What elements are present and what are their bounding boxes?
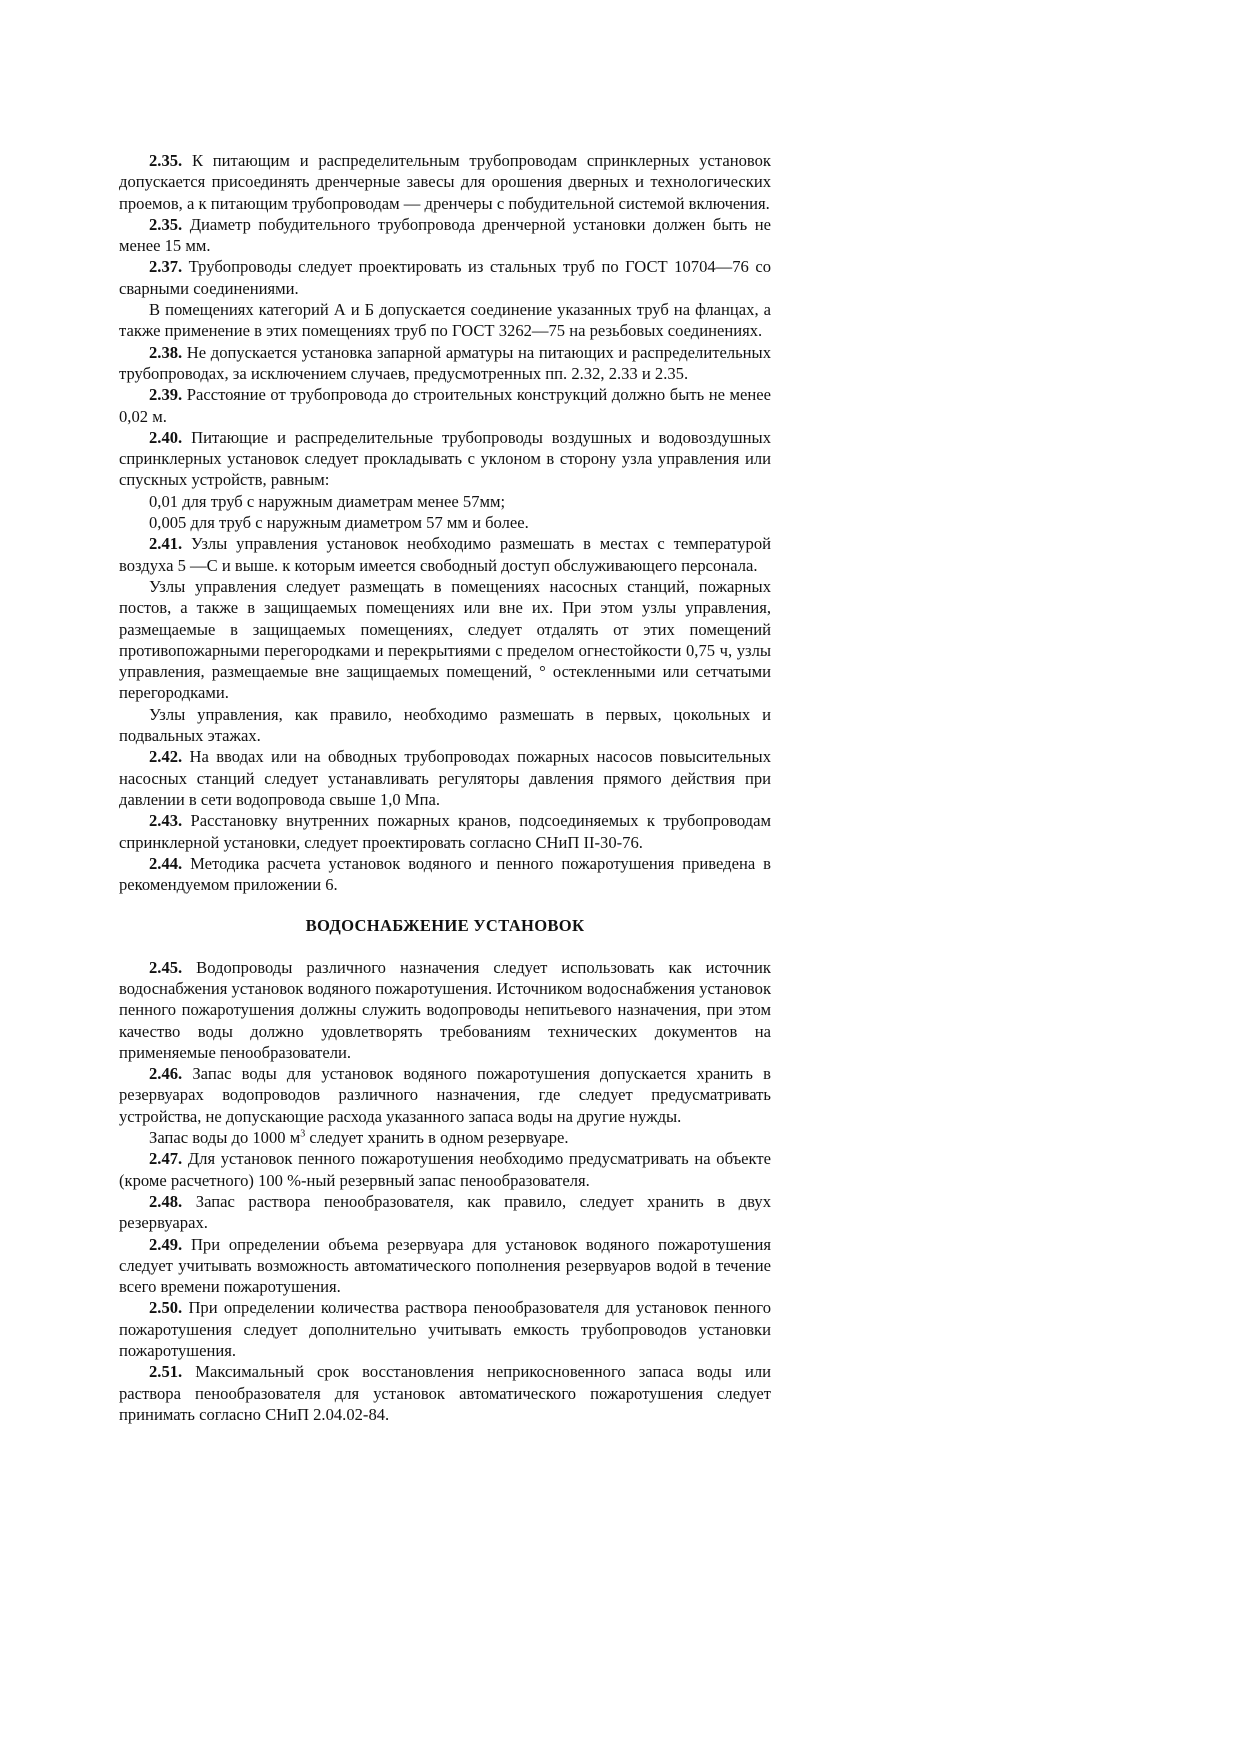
clause-number: 2.35. bbox=[149, 151, 183, 170]
paragraph bbox=[119, 810, 771, 853]
clause-number: 2.40. bbox=[149, 427, 183, 447]
paragraph-text: Запас воды до 1000 м bbox=[149, 1128, 301, 1148]
paragraph bbox=[119, 512, 771, 533]
clause-number: 2.49. bbox=[149, 1234, 183, 1254]
paragraph-text: При определении объема резервуара для установок водяного пожаротушения следует учитывать возможность автоматического пополнения резервуаров водой в течение всего времени пожаротушения. bbox=[119, 1234, 771, 1297]
clause-number: 2.47. bbox=[149, 1149, 183, 1169]
clause-number: 2.48. bbox=[149, 1191, 183, 1211]
paragraph-text: Узлы управления, как правило, необходимо размешать в первых, цокольных и подвальных этажах. bbox=[119, 704, 771, 746]
paragraph bbox=[119, 1297, 771, 1361]
paragraph bbox=[119, 957, 771, 1063]
paragraph bbox=[119, 150, 771, 214]
section-pipelines bbox=[119, 150, 771, 895]
paragraph-text: Запас раствора пенообразователя, как правило, следует хранить в двух резервуарах. bbox=[119, 1191, 771, 1233]
clause-number: 2.35. bbox=[149, 214, 183, 234]
clause-number: 2.43. bbox=[149, 811, 183, 831]
paragraph-text: Водопроводы различного назначения следует использовать как источник водоснабжения установок водяного пожаротушения. Источником водоснабжения установок пенного пожаротушения должны служить водопроводы непитьевого назначения, при этом качество воды должно удовлетворять требованиям технических документов на применяемые пенообразователи. bbox=[119, 957, 771, 1062]
paragraph bbox=[119, 533, 771, 576]
paragraph bbox=[119, 576, 771, 704]
paragraph-text: Диаметр побудительного трубопровода дренчерной установки должен быть не менее 15 мм. bbox=[119, 214, 771, 256]
paragraph bbox=[119, 746, 771, 810]
clause-number: 2.37. bbox=[149, 257, 183, 277]
clause-number: 2.51. bbox=[149, 1362, 183, 1382]
paragraph bbox=[119, 427, 771, 491]
document-page bbox=[119, 150, 771, 1425]
paragraph bbox=[119, 1361, 771, 1425]
clause-number: 2.39. bbox=[149, 385, 183, 405]
paragraph-text: При определении количества раствора пенообразователя для установок пенного пожаротушения следует дополнительно учитывать емкость трубопроводов установки пожаротушения. bbox=[119, 1298, 771, 1361]
section-heading: ВОДОСНАБЖЕНИЕ УСТАНОВОК bbox=[305, 916, 585, 936]
paragraph-text: следует хранить в одном резервуаре. bbox=[305, 1128, 569, 1148]
paragraph-text: 0,01 для труб с наружным диаметрам менее 57мм; bbox=[149, 491, 506, 511]
clause-number: 2.50. bbox=[149, 1298, 183, 1318]
paragraph-text: 0,005 для труб с наружным диаметром 57 мм и более. bbox=[149, 513, 529, 533]
paragraph-text: Узлы управления установок необходимо размешать в местах с температурой воздуха 5 —С и выше. к которым имеется свободный доступ обслуживающего персонала. bbox=[119, 534, 771, 575]
clause-number: 2.42. bbox=[149, 747, 183, 767]
paragraph-text: Методика расчета установок водяного и пенного пожаротушения приведена в рекомендуемом приложении 6. bbox=[119, 853, 771, 895]
paragraph-text: Расстановку внутренних пожарных кранов, подсоединяемых к трубопроводам спринклерной установки, следует проектировать согласно СНиП II-30-76. bbox=[119, 811, 771, 852]
paragraph bbox=[119, 1063, 771, 1127]
paragraph bbox=[119, 1148, 771, 1191]
clause-number: 2.45. bbox=[149, 957, 183, 977]
paragraph-text: Максимальный срок восстановления неприкосновенного запаса воды или раствора пенообразователя для установок автоматического пожаротушения следует принимать согласно СНиП 2.04.02-84. bbox=[119, 1362, 771, 1424]
paragraph-text: Узлы управления следует размещать в помещениях насосных станций, пожарных постов, а также в защищаемых помещениях или вне их. При этом узлы управления, размещаемые в защищаемых помещениях, следует отдалять от этих помещений противопожарными перегородками и перекрытиями с пределом огнестойкости 0,75 ч, узлы управления, размещаемые вне защищаемых помещений, ° остекленными или сетчатыми перегородками. bbox=[119, 576, 771, 703]
clause-number: 2.41. bbox=[149, 534, 183, 554]
clause-number: 2.46. bbox=[149, 1064, 183, 1084]
paragraph bbox=[119, 704, 771, 747]
paragraph bbox=[119, 853, 771, 896]
paragraph bbox=[119, 214, 771, 257]
paragraph-text: Запас воды для установок водяного пожаротушения допускается хранить в резервуарах водопроводов различного назначения, где следует предусматривать устройства, не допускающие расхода указанного запаса воды на другие нужды. bbox=[119, 1064, 771, 1126]
clause-number: 2.44. bbox=[149, 853, 183, 873]
paragraph bbox=[119, 256, 771, 299]
paragraph bbox=[119, 384, 771, 427]
superscript: 3 bbox=[300, 1128, 306, 1140]
paragraph bbox=[119, 1234, 771, 1298]
paragraph-text: Питающие и распределительные трубопроводы воздушных и водовоздушных спринклерных установок следует прокладывать с уклоном в сторону узла управления или спускных устройств, равным: bbox=[119, 427, 771, 490]
paragraph bbox=[119, 299, 771, 342]
paragraph bbox=[119, 342, 771, 385]
paragraph bbox=[119, 491, 771, 512]
paragraph-text: В помещениях категорий А и Б допускается соединение указанных труб на фланцах, а также применение в этих помещениях труб по ГОСТ 3262—75 на резьбовых соединениях. bbox=[119, 300, 771, 341]
paragraph-text: На вводах или на обводных трубопроводах пожарных насосов повысительных насосных станций следует устанавливать регуляторы давления прямого действия при давлении в сети водопровода свыше 1,0 Мпа. bbox=[119, 747, 771, 809]
paragraph bbox=[119, 1191, 771, 1234]
paragraph-text: К питающим и распределительным трубопроводам спринклерных установок допускается присоединять дренчерные завесы для орошения дверных и технологических проемов, а к питающим трубопроводам — дренчеры с побудительной системой включения. bbox=[119, 151, 771, 213]
paragraph-text: Для установок пенного пожаротушения необходимо предусматривать на объекте (кроме расчетного) 100 %-ный резервный запас пенообразователя. bbox=[119, 1149, 771, 1190]
paragraph-text: Трубопроводы следует проектировать из стальных труб по ГОСТ 10704—76 со сварными соединениями. bbox=[119, 257, 771, 298]
paragraph-text: Не допускается установка запарной арматуры на питающих и распределительных трубопроводах, за исключением случаев, предусмотренных пп. 2.32, 2.33 и 2.35. bbox=[119, 342, 771, 383]
clause-number: 2.38. bbox=[149, 342, 183, 362]
section-water-supply bbox=[119, 957, 771, 1426]
paragraph bbox=[119, 1127, 771, 1148]
paragraph-text: Расстояние от трубопровода до строительных конструкций должно быть не менее 0,02 м. bbox=[119, 385, 771, 426]
